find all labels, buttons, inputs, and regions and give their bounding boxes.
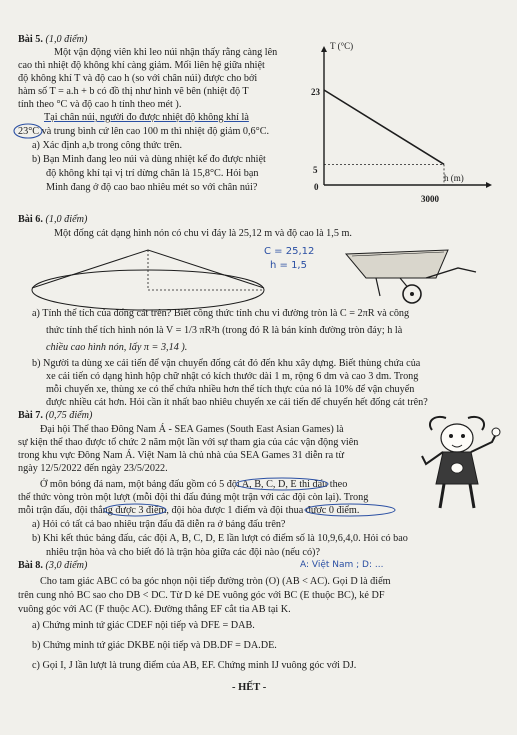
bai6-heading (18, 214, 87, 226)
graph-origin: 0 (314, 182, 319, 192)
bai8-part-a: a) Chứng minh tứ giác CDEF nội tiếp và DFE = DAB. (32, 620, 255, 631)
bai7-part-b-1: b) Khi kết thúc bảng đấu, các đội A, B, C, D, E lần lượt có điểm số là 10,9,6,4,0. Hỏi có bao (32, 533, 408, 544)
bai7-title: Bài 7. (18, 410, 43, 421)
bai8-part-c: c) Gọi I, J lần lượt là trung điểm của AB, EF. Chứng minh IJ vuông góc với DJ. (32, 660, 357, 671)
series-line (324, 90, 444, 164)
bai7-line-1: Đại hội Thể thao Đông Nam Á - SEA Games (South East Asian Games) là (40, 424, 344, 435)
graph-x-label: h (m) (444, 173, 464, 183)
hand-oval-loss (304, 503, 396, 517)
wheelbarrow-figure (340, 238, 480, 308)
bai6-line-1: Một đống cát dạng hình nón có chu vi đáy là 25,12 m và độ cao là 1,5 m. (54, 228, 352, 239)
bai6-title: Bài 6. (18, 214, 43, 225)
bai5-line-3: độ không khí T và độ cao h (so với chân núi) được cho bởi (18, 73, 258, 84)
bai5-part-a: a) Xác định a,b trong công thức trên. (32, 140, 183, 151)
bai6-part-a-3: chiều cao hình nón, lấy π = 3,14 ). (46, 342, 188, 353)
sand-cone-figure (28, 246, 268, 316)
bai8-line-2: trên cung nhỏ BC sao cho DB < DC. Từ D kẻ DE vuông góc với BC (E thuộc BC), kẻ DF (18, 590, 385, 601)
bai7-line-6: thể thức vòng tròn một lượt (mỗi đội thi đấu đúng một trận với các đội còn lại). Trong (18, 492, 369, 503)
bai5-part-b-1: b) Bạn Minh đang leo núi và dùng nhiệt kế đo được nhiệt (32, 154, 266, 165)
bai6-part-a-1: a) Tính thể tích của đống cát trên? Biết công thức tính chu vi đường tròn là C = 2πR và công (32, 308, 410, 319)
bai7-part-a: a) Hỏi có tất cả bao nhiêu trận đấu đã diễn ra ở bảng đấu trên? (32, 519, 286, 530)
bai7-line-4: ngày 12/5/2022 đến ngày 23/5/2022. (18, 463, 168, 474)
bai8-line-3: vuông góc với AC (F thuộc AC). Đường thẳng EF cắt tia AB tại K. (18, 604, 291, 615)
hand-circle-23 (13, 123, 43, 139)
bai6-part-b-1: b) Người ta dùng xe cải tiến để vận chuyển đống cát đó đến khu xây dựng. Biết thùng chứa của (32, 358, 421, 369)
bai8-part-b: b) Chứng minh tứ giác DKBE nội tiếp và DB.DF = DA.DE. (32, 640, 277, 651)
bai7-heading (18, 410, 92, 422)
bai8-title: Bài 8. (18, 560, 43, 571)
bai5-line-6: Tại chân núi, người đo được nhiệt độ không khí là (44, 112, 249, 123)
bai5-title: Bài 5. (18, 34, 43, 45)
bai6-part-b-4: được nhiều cát hơn. Hỏi cần ít nhất bao nhiêu chuyến xe cải tiến để chuyển hết đống cát trên? (46, 397, 428, 408)
bai5-heading (18, 34, 87, 46)
temperature-graph (307, 40, 497, 220)
bai5-part-b-3: Minh đang ở độ cao bao nhiêu mét so với chân núi? (46, 182, 258, 193)
bai5-line-1: Một vận động viên khi leo núi nhận thấy rằng càng lên (54, 47, 278, 58)
bai5-line-7: 23°C và trung bình cứ lên cao 100 m thì nhiệt độ giảm 0,6°C. (18, 126, 270, 137)
hand-note-h: h = 1,5 (270, 260, 307, 271)
bai5-line-2: cao thì nhiệt độ không khí càng giảm. Mối liên hệ giữa nhiệt (18, 60, 265, 71)
bai7-line-3: trong khu vực Đông Nam Á. Việt Nam là chủ nhà của SEA Games 31 diễn ra từ (18, 450, 344, 461)
bai5-points: (1,0 điểm) (45, 34, 88, 45)
bai6-part-b-3: mỗi chuyến xe, thùng xe có thể chứa nhiều hơn thể tích thực của nó là 10% để vận chuyển (46, 384, 415, 395)
graph-y-5: 5 (313, 165, 318, 175)
bai5-part-b-2: độ không khí tại vị trí dừng chân là 15,8°C. Hỏi bạn (46, 168, 259, 179)
bai8-points: (3,0 điểm) (45, 560, 88, 571)
hand-note-c: C = 25,12 (264, 246, 315, 257)
end-marker: - HẾT - (232, 682, 267, 693)
graph-y-label: T (°C) (330, 41, 354, 51)
bai6-points: (1,0 điểm) (45, 214, 88, 225)
bai8-line-1: Cho tam giác ABC có ba góc nhọn nội tiếp đường tròn (O) (AB < AC). Gọi D là điểm (40, 576, 391, 587)
bai7-line-7: mỗi trận đấu, đội thắng được 3 điểm, đội hòa được 1 điểm và đội thua được 0 điểm. (18, 505, 360, 516)
bai6-part-a-2: thức tính thể tích hình nón là V = 1/3 πR²h (trong đó R là bán kính đường tròn đáy; h là (46, 325, 403, 336)
x-axis-arrow (486, 182, 492, 188)
hand-note-bai7: A: Việt Nam ; D: ... (300, 560, 384, 570)
bai5-line-4: hàm số T = a.h + b có đồ thị như hình vẽ bên (nhiệt độ T (18, 86, 249, 97)
graph-x-3000: 3000 (421, 194, 439, 204)
bai7-points: (0,75 điểm) (45, 410, 93, 421)
sea-games-mascot (416, 412, 504, 512)
bai7-line-2: sự kiện thể thao được tổ chức 2 năm một lần với sự tham gia của các vận động viên (18, 437, 359, 448)
bai6-part-b-2: xe cải tiến có dạng hình hộp chữ nhật có kích thước dài 1 m, rộng 6 dm và cao 3 dm. Trong (46, 371, 419, 382)
graph-y-23: 23 (311, 87, 320, 97)
hand-oval-win (103, 503, 167, 517)
hand-oval-teams (235, 477, 330, 491)
bai7-line-5: Ở môn bóng đá nam, một bảng đấu gồm có 5 đội A, B, C, D, E thi đấu theo (40, 479, 348, 490)
bai7-part-b-2: nhiêu trận hòa và cho biết đó là trận hòa giữa các đội nào (nếu có)? (46, 547, 320, 558)
y-axis-arrow (321, 46, 327, 52)
bai8-heading (18, 560, 87, 572)
bai5-line-5: tính theo °C và độ cao h tính theo mét ). (18, 99, 182, 110)
